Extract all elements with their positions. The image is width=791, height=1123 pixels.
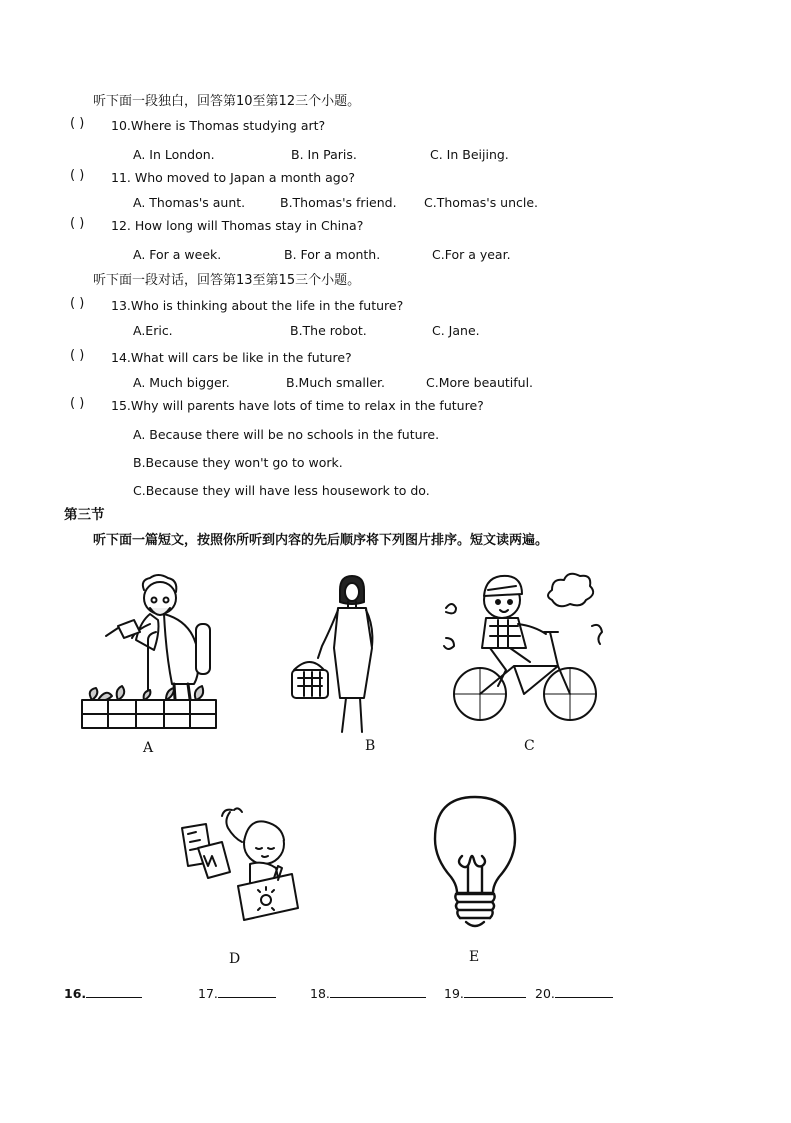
option-12-b[interactable]: B. For a month.: [284, 247, 381, 262]
answer-blank-19[interactable]: [444, 985, 526, 1001]
instruction-16-20: 听下面一篇短文，按照你所听到内容的先后顺序将下列图片排序。短文读两遍。: [93, 533, 549, 548]
woman-with-basket-icon: [290, 574, 390, 734]
answer-blank-18[interactable]: [310, 985, 426, 1001]
option-11-c[interactable]: C.Thomas's uncle.: [424, 195, 539, 210]
blank-number-19: 19.: [444, 986, 464, 1001]
answer-paren-11[interactable]: ( ): [70, 168, 85, 183]
answer-blank-16[interactable]: [64, 985, 142, 1001]
option-14-a[interactable]: A. Much bigger.: [133, 375, 230, 390]
question-15: 15.Why will parents have lots of time to relax in the future?: [111, 398, 484, 413]
answer-paren-12[interactable]: ( ): [70, 216, 85, 231]
option-15-b[interactable]: B.Because they won't go to work.: [133, 455, 343, 470]
option-12-a[interactable]: A. For a week.: [133, 247, 222, 262]
instruction-10-12: 听下面一段独白，回答第10至第12三个小题。: [93, 94, 361, 109]
picture-label-c: C: [524, 738, 535, 754]
option-15-c[interactable]: C.Because they will have less housework to do.: [133, 483, 430, 498]
light-bulb-icon: [430, 794, 520, 934]
option-10-c[interactable]: C. In Beijing.: [430, 147, 509, 162]
question-12: 12. How long will Thomas stay in China?: [111, 218, 364, 233]
option-14-c[interactable]: C.More beautiful.: [426, 375, 534, 390]
option-10-a[interactable]: A. In London.: [133, 147, 215, 162]
blank-number-17: 17.: [198, 986, 218, 1001]
blank-number-16: 16.: [64, 986, 87, 1001]
option-10-b[interactable]: B. In Paris.: [291, 147, 357, 162]
answer-paren-15[interactable]: ( ): [70, 396, 85, 411]
instruction-13-15: 听下面一段对话，回答第13至第15三个小题。: [93, 273, 361, 288]
answer-blank-20[interactable]: [535, 985, 613, 1001]
question-14: 14.What will cars be like in the future?: [111, 350, 352, 365]
answer-paren-14[interactable]: ( ): [70, 348, 85, 363]
picture-label-b: B: [365, 738, 376, 754]
answer-blank-17[interactable]: [198, 985, 276, 1001]
girl-drawing-icon: [176, 808, 300, 920]
option-11-a[interactable]: A. Thomas's aunt.: [133, 195, 246, 210]
option-13-c[interactable]: C. Jane.: [432, 323, 480, 338]
section-title: 第三节: [64, 507, 105, 523]
blank-number-20: 20.: [535, 986, 555, 1001]
boy-riding-bike-icon: [440, 570, 606, 736]
question-11: 11. Who moved to Japan a month ago?: [111, 170, 355, 185]
option-15-a[interactable]: A. Because there will be no schools in the future.: [133, 427, 440, 442]
grandpa-watering-plants-icon: [78, 572, 218, 732]
option-13-b[interactable]: B.The robot.: [290, 323, 367, 338]
answer-paren-10[interactable]: ( ): [70, 116, 85, 131]
option-11-b[interactable]: B.Thomas's friend.: [280, 195, 397, 210]
question-13: 13.Who is thinking about the life in the future?: [111, 298, 404, 313]
answer-paren-13[interactable]: ( ): [70, 296, 85, 311]
picture-label-a: A: [143, 740, 154, 756]
picture-label-e: E: [469, 949, 480, 965]
question-10: 10.Where is Thomas studying art?: [111, 118, 326, 133]
picture-label-d: D: [229, 951, 241, 967]
option-13-a[interactable]: A.Eric.: [133, 323, 173, 338]
blank-number-18: 18.: [310, 986, 330, 1001]
option-12-c[interactable]: C.For a year.: [432, 247, 511, 262]
option-14-b[interactable]: B.Much smaller.: [286, 375, 385, 390]
